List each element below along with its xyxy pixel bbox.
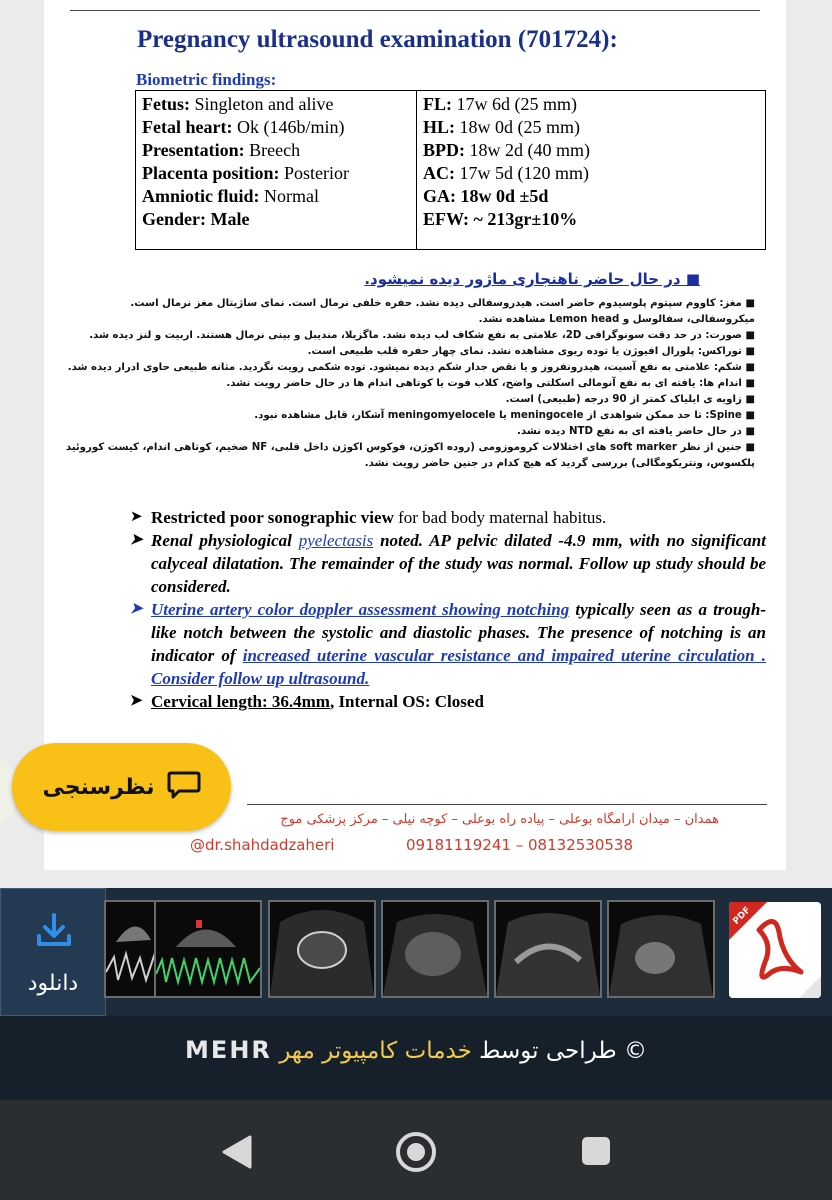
biometric-right-column [416,91,765,249]
finding-spine: ■ Spine: تا حد ممکن شواهدی از meningocele یا meningomyelocele آشکار، قابل مشاهده نبود. [254,410,755,421]
arrow-bullet-icon: ➤ [130,532,143,548]
thumbnail-fetal-spine[interactable] [494,900,602,998]
pyelectasis-link[interactable]: pyelectasis [298,531,374,550]
note-renal: ➤ Renal physiological pyelectasis noted. AP pelvic dilated -4.9 mm, with no significant calyceal dilatation. The remainder of the study was normal. Follow up study should be considered. [130,531,766,596]
bio-presentation: Presentation: Breech [142,140,301,160]
finding-ntd: ■ در حال حاضر یافته ای به نفع NTD دیده نشد. [517,426,755,437]
biometric-heading: Biometric findings: [136,70,277,89]
finding-face: ■ صورت: در حد دقت سونوگرافی 2D، علامتی به نفع شکاف لب دیده نشد. ماگزیلا، مندیبل و بینی نرمال هستند. اربیت و لنز دیده شد. [89,330,755,341]
credit-line: © طراحی توسط خدمات کامپیوتر مهر MEHR [185,1036,647,1064]
finding-iliac-angle: ■ زاویه ی ایلیاک کمتر از 90 درجه (طبیعی) است. [505,394,755,405]
mehr-logo: MEHR [185,1036,272,1064]
arrow-bullet-icon: ➤ [130,509,143,525]
credit-link[interactable]: خدمات کامپیوتر مهر [279,1038,472,1064]
bio-gender: Gender: Male [142,209,250,229]
bio-fetal-heart: Fetal heart: Ok (146b/min) [142,117,345,137]
footer-phone: 09181119241 – 08132530538 [406,836,633,854]
report-title: Pregnancy ultrasound examination (701724): [137,26,618,53]
bio-amniotic: Amniotic fluid: Normal [142,186,319,206]
bio-hl: HL: 18w 0d (25 mm) [423,117,581,137]
bio-efw: EFW: ~ 213gr±10% [423,209,578,229]
persian-findings-list [64,296,755,472]
bio-fetus: Fetus: Singleton and alive [142,94,334,114]
biometric-table [135,90,766,250]
finding-thorax: ■ توراکس: پلورال افیوژن یا توده ریوی مشاهده نشد. نمای چهار حفره قلب طبیعی است. [307,346,755,357]
biometric-left-column [136,91,417,249]
bio-ac: AC: 17w 5d (120 mm) [423,163,589,183]
thumbnail-doppler-2[interactable] [154,900,262,998]
footer-divider [247,804,767,805]
footer-instagram: @dr.shahdadzaheri [190,836,335,854]
bio-placenta: Placenta position: Posterior [142,163,349,183]
finding-limbs: ■ اندام ها: یافته ای به نفع آنومالی اسکلتی واضح، کلاب فوت یا کوتاهی اندام ها در حال حاضر رویت نشد. [226,378,755,389]
finding-abdomen: ■ شکم: علامتی به نفع آسیت، هیدرونفروز و یا نقص جدار شکم دیده نمیشود. توده شکمی رویت نگردید. مثانه طبیعی حاوی ادرار دیده شد. [67,362,755,373]
download-label: دانلود [27,971,79,996]
uterine-doppler-link[interactable]: Uterine artery color doppler assessment showing notching [151,600,570,619]
uterine-resistance-link[interactable]: increased uterine vascular resistance and impaired uterine circulation . Consider follow up ultrasound. [151,646,766,688]
thumbnail-fetal-head[interactable] [268,900,376,998]
download-button[interactable] [0,888,106,1016]
arrow-bullet-icon: ➤ [130,601,143,617]
arrow-bullet-icon: ➤ [130,693,143,709]
survey-label: نظرسنجی [42,774,155,800]
chat-bubble-icon [167,770,201,804]
pdf-badge: PDF [731,905,753,927]
header-strip [70,0,760,11]
home-icon[interactable] [394,1130,438,1178]
footer-address: همدان – میدان آرامگاه بوعلی – پیاده راه بوعلی – کوچه نیلی – مرکز پزشکی موج [280,812,719,827]
notes-list [130,506,766,713]
bio-ga: GA: 18w 0d ±5d [423,186,549,206]
note-cervical: ➤ Cervical length: 36.4mm, Internal OS: Closed [130,692,484,711]
thumbnail-fetal-profile[interactable] [607,900,715,998]
bio-fl: FL: 17w 6d (25 mm) [423,94,577,114]
thumbnail-pdf[interactable] [729,902,821,998]
bio-bpd: BPD: 18w 2d (40 mm) [423,140,590,160]
finding-brain: ■ مغز: کاووم سپتوم پلوسیدوم حاضر است. هیدروسفالی دیده نشد. حفره خلفی نرمال است. نمای ساژیتال مغز نرمال است. میکروسفالی، سفالوسل و Lemon head مشاهده نشد. [130,298,755,325]
report-page [44,0,786,870]
note-view-quality: ➤ Restricted poor sonographic view for bad body maternal habitus. [130,508,607,527]
download-icon [34,911,74,955]
recents-icon[interactable] [580,1135,612,1171]
survey-button[interactable] [12,743,231,831]
persian-summary-heading: ■ در حال حاضر ناهنجاری ماژور دیده نمیشود. [364,270,700,288]
thumbnail-fetal-body[interactable] [381,900,489,998]
back-icon[interactable] [220,1133,254,1175]
finding-soft-markers: ■ جنین از نظر soft marker های اختلالات کروموزومی (روده اکوژن، فوکوس اکوژن داخل قلبی، NF ضخیم، کوتاهی اندام، کیست کوروئید پلکسوس، ونتریکومگالی) بررسی گردید که هیچ کدام در جنین حاضر رویت نشد. [65,442,755,469]
note-uterine-doppler: ➤ Uterine artery color doppler assessment showing notching typically seen as a trough-like notch between the systolic and diastolic phases. The presence of notching is an indicator of increased uterine vascular resistance and impaired uterine circulation . Consider follow up ultrasound. [130,600,766,688]
